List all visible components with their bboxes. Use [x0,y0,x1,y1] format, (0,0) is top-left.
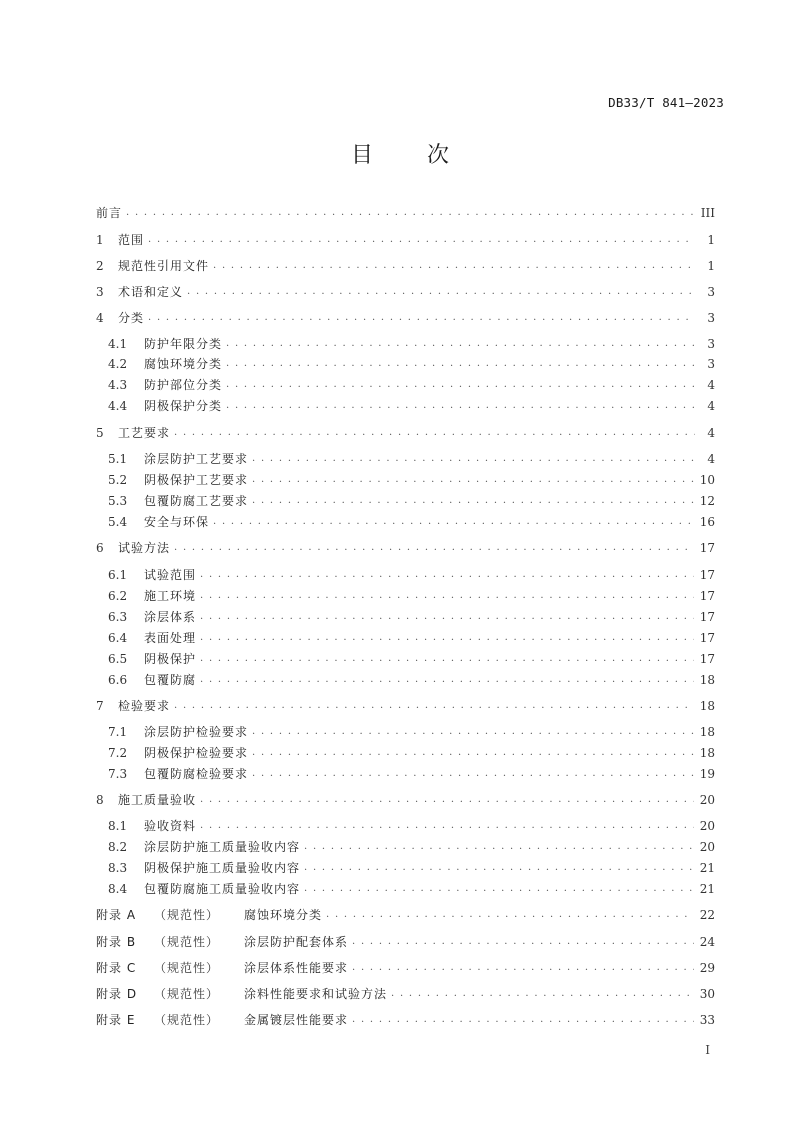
toc-entry-page: 18 [699,725,715,739]
toc-entry-page: 1 [707,259,715,273]
toc-entry[interactable] [0,397,800,415]
toc-entry[interactable] [0,257,800,275]
dot-leader [200,566,694,584]
dot-leader [352,933,694,951]
toc-entry[interactable] [0,204,800,222]
toc-entry[interactable] [0,539,800,557]
dot-leader [226,376,695,394]
toc-entry-number: 5.1 [108,452,128,466]
toc-entry-number: 6 [96,541,104,555]
appendix-type: （规范性） [154,935,220,949]
toc-entry[interactable] [0,697,800,715]
toc-entry-label: 包覆防腐 [144,673,197,687]
toc-entry-label: 涂层防护工艺要求 [144,452,249,466]
toc-entry-number: 8.1 [108,819,128,833]
toc-appendix-entry[interactable] [0,985,800,1003]
dot-leader [226,335,695,353]
toc-entry-label: 包覆防腐施工质量验收内容 [144,882,301,896]
toc-entry-number: 4.2 [108,357,128,371]
dot-leader [252,471,694,489]
appendix-type: （规范性） [154,908,220,922]
toc-appendix-entry[interactable] [0,1011,800,1029]
toc-entry-page: 3 [707,357,715,371]
toc-entry-label: 阴极保护检验要求 [144,746,249,760]
toc-entry[interactable] [0,492,800,510]
toc-appendix-entry[interactable] [0,959,800,977]
toc-entry[interactable] [0,744,800,762]
dot-leader [391,985,694,1003]
toc-entry-page: 4 [707,426,715,440]
toc-entry-page: 17 [699,652,715,666]
dot-leader [174,424,695,442]
dot-leader [174,539,694,557]
toc-entry-number: 5.2 [108,473,128,487]
toc-entry-page: 20 [699,819,715,833]
toc-entry-number: 4.3 [108,378,128,392]
toc-entry-page: 18 [699,699,715,713]
toc-entry-label: 术语和定义 [118,285,184,299]
toc-entry-label: 范围 [118,233,145,247]
appendix-page: 22 [699,908,715,922]
dot-leader [200,817,694,835]
toc-entry-page: 21 [699,882,715,896]
toc-entry-label: 施工环境 [144,589,197,603]
appendix-label: 金属镀层性能要求 [244,1013,349,1027]
toc-entry[interactable] [0,817,800,835]
toc-entry[interactable] [0,335,800,353]
toc-entry-page: 18 [699,746,715,760]
dot-leader [352,1011,694,1029]
toc-entry[interactable] [0,838,800,856]
appendix-page: 33 [699,1013,715,1027]
toc-entry[interactable] [0,513,800,531]
toc-entry-number: 7.1 [108,725,128,739]
standard-code: DB33/T 841—2023 [608,95,724,110]
toc-entry-label: 阴极保护分类 [144,399,223,413]
appendix-page: 30 [699,987,715,1001]
toc-entry-label: 表面处理 [144,631,197,645]
toc-entry-number: 4.4 [108,399,128,413]
appendix-label: 腐蚀环境分类 [244,908,323,922]
toc-entry[interactable] [0,859,800,877]
toc-entry-page: III [700,206,715,220]
toc-entry-page: 12 [699,494,715,508]
appendix-page: 29 [699,961,715,975]
toc-entry-label: 阴极保护 [144,652,197,666]
toc-entry[interactable] [0,880,800,898]
toc-entry-page: 17 [699,610,715,624]
toc-entry-number: 6.1 [108,568,128,582]
toc-entry-number: 4 [96,311,104,325]
toc-entry-label: 安全与环保 [144,515,210,529]
appendix-number: 附录 B [96,935,137,949]
toc-entry-page: 4 [707,399,715,413]
toc-entry[interactable] [0,671,800,689]
toc-entry-page: 21 [699,861,715,875]
dot-leader [200,671,694,689]
toc-entry-label: 防护部位分类 [144,378,223,392]
toc-entry-number: 7.2 [108,746,128,760]
toc-entry-page: 18 [699,673,715,687]
page-number: I [705,1043,710,1057]
dot-leader [187,283,695,301]
dot-leader [252,492,694,510]
appendix-type: （规范性） [154,961,220,975]
toc-entry-page: 17 [699,589,715,603]
toc-appendix-entry[interactable] [0,906,800,924]
toc-entry-number: 6.3 [108,610,128,624]
appendix-label: 涂层防护配套体系 [244,935,349,949]
toc-entry-label: 涂层防护检验要求 [144,725,249,739]
toc-entry-page: 19 [699,767,715,781]
toc-entry-label: 包覆防腐检验要求 [144,767,249,781]
toc-entry[interactable] [0,765,800,783]
dot-leader [252,765,694,783]
toc-entry[interactable] [0,283,800,301]
toc-entry[interactable] [0,450,800,468]
toc-entry[interactable] [0,471,800,489]
toc-entry-label: 验收资料 [144,819,197,833]
toc-entry-page: 10 [699,473,715,487]
toc-entry-page: 1 [707,233,715,247]
toc-entry-number: 1 [96,233,104,247]
dot-leader [326,906,694,924]
toc-entry-page: 17 [699,568,715,582]
appendix-label: 涂层体系性能要求 [244,961,349,975]
title-char-2: 次 [427,143,450,168]
toc-entry-number: 8 [96,793,104,807]
toc-entry-label: 前言 [96,206,123,220]
toc-entry-label: 试验范围 [144,568,197,582]
toc-entry-number: 8.4 [108,882,128,896]
toc-entry-page: 4 [707,452,715,466]
toc-entry-label: 试验方法 [118,541,171,555]
toc-entry-label: 防护年限分类 [144,337,223,351]
dot-leader [200,629,694,647]
toc-entry[interactable] [0,376,800,394]
dot-leader [352,959,694,977]
dot-leader [304,880,694,898]
toc-entry-number: 6.2 [108,589,128,603]
toc-appendix-entry[interactable] [0,933,800,951]
toc-entry-page: 3 [707,311,715,325]
appendix-number: 附录 D [96,987,138,1001]
toc-entry-page: 16 [699,515,715,529]
appendix-number: 附录 C [96,961,137,975]
toc-entry[interactable] [0,231,800,249]
toc-entry[interactable] [0,587,800,605]
toc-entry[interactable] [0,629,800,647]
dot-leader [200,650,694,668]
toc-entry-number: 4.1 [108,337,128,351]
dot-leader [304,859,694,877]
dot-leader [174,697,694,715]
dot-leader [200,608,694,626]
toc-entry[interactable] [0,355,800,373]
dot-leader [200,791,694,809]
toc-entry-number: 6.6 [108,673,128,687]
toc-entry-label: 工艺要求 [118,426,171,440]
toc-entry-label: 涂层体系 [144,610,197,624]
toc-entry[interactable] [0,650,800,668]
toc-entry-number: 6.5 [108,652,128,666]
toc-entry-page: 17 [699,541,715,555]
toc-entry-label: 包覆防腐工艺要求 [144,494,249,508]
toc-entry-number: 5.3 [108,494,128,508]
toc-entry-number: 6.4 [108,631,128,645]
dot-leader [252,744,694,762]
toc-entry-number: 5 [96,426,104,440]
dot-leader [126,204,695,222]
appendix-number: 附录 A [96,908,137,922]
appendix-page: 24 [699,935,715,949]
toc-entry-number: 8.2 [108,840,128,854]
toc-entry-label: 腐蚀环境分类 [144,357,223,371]
toc-entry-page: 3 [707,337,715,351]
dot-leader [226,355,695,373]
title-char-1: 目 [350,143,373,168]
toc-entry-label: 分类 [118,311,145,325]
dot-leader [148,231,695,249]
appendix-type: （规范性） [154,987,220,1001]
toc-entry-number: 2 [96,259,104,273]
dot-leader [213,257,695,275]
toc-entry[interactable] [0,723,800,741]
toc-entry-label: 检验要求 [118,699,171,713]
dot-leader [252,450,695,468]
appendix-number: 附录 E [96,1013,136,1027]
toc-entry-number: 3 [96,285,104,299]
toc-entry-label: 阴极保护施工质量验收内容 [144,861,301,875]
toc-entry-number: 7 [96,699,104,713]
dot-leader [252,723,694,741]
toc-entry-number: 8.3 [108,861,128,875]
dot-leader [200,587,694,605]
toc-entry-page: 4 [707,378,715,392]
toc-entry-page: 17 [699,631,715,645]
dot-leader [148,309,695,327]
toc-entry-label: 规范性引用文件 [118,259,210,273]
dot-leader [304,838,694,856]
toc-entry-page: 20 [699,840,715,854]
toc-entry-number: 7.3 [108,767,128,781]
toc-entry-page: 3 [707,285,715,299]
toc-entry-page: 20 [699,793,715,807]
toc-entry-label: 涂层防护施工质量验收内容 [144,840,301,854]
toc-entry-label: 施工质量验收 [118,793,197,807]
toc-entry[interactable] [0,309,800,327]
toc-entry[interactable] [0,608,800,626]
page-title [0,138,800,169]
toc-entry-number: 5.4 [108,515,128,529]
dot-leader [213,513,694,531]
toc-entry[interactable] [0,791,800,809]
toc-entry[interactable] [0,424,800,442]
appendix-label: 涂料性能要求和试验方法 [244,987,388,1001]
toc-entry[interactable] [0,566,800,584]
appendix-type: （规范性） [154,1013,220,1027]
toc-entry-label: 阴极保护工艺要求 [144,473,249,487]
dot-leader [226,397,695,415]
